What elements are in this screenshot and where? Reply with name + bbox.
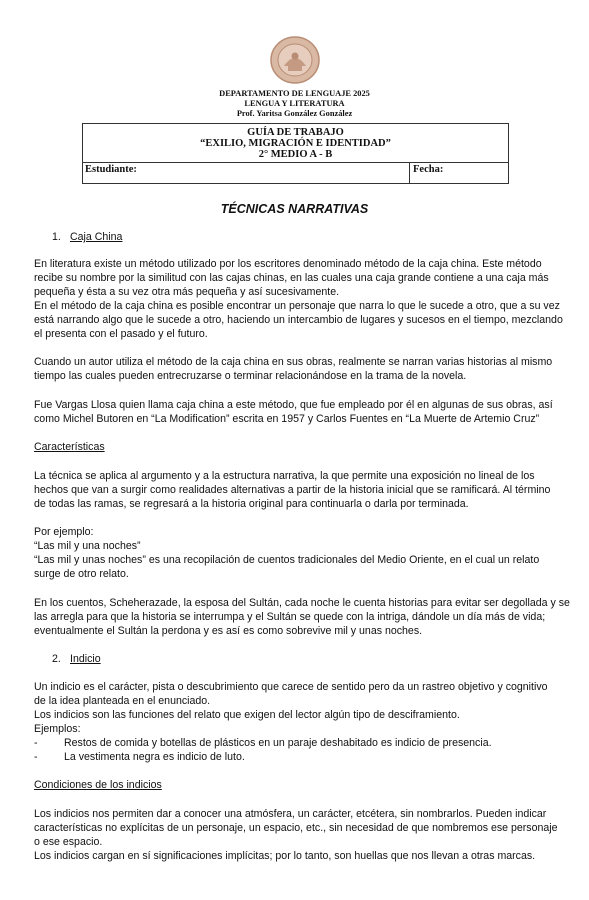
subject-line: LENGUA Y LITERATURA [244, 99, 345, 108]
title-box-column-divider [409, 162, 410, 184]
section1-p5-line: Por ejemplo: [34, 526, 94, 538]
section1-p1-line: está narrando algo que le sucede a otro, haciendo un intercambio de lugares y sucesos en el tiempo, mezclando [34, 314, 563, 326]
conditions-heading: Condiciones de los indicios [34, 779, 162, 791]
section2-p1-line: Ejemplos: [34, 723, 81, 735]
section1-p5-line: “Las mil y una noches” [34, 540, 141, 552]
section2-p1-line: de la idea planteada en el enunciado. [34, 695, 211, 707]
bullet-marker: - [34, 751, 38, 763]
section2-p1-line: Los indicios son las funciones del relato que exigen del lector algún tipo de desciframiento. [34, 709, 460, 721]
section1-p1-line: el presenta con el pasado y el futuro. [34, 328, 208, 340]
school-seal-logo [266, 36, 324, 84]
section1-number: 1. [52, 231, 61, 243]
guide-subtitle: “EXILIO, MIGRACIÓN E IDENTIDAD” [200, 138, 391, 149]
section1-p2-line: tiempo las cuales pueden entrecruzarse o terminar relacionándose en la trama de la novela. [34, 370, 467, 382]
section1-p1-line: pequeña y ésta a su vez otra más pequeña y así sucesivamente. [34, 286, 340, 298]
characteristics-heading: Características [34, 441, 105, 453]
section1-p4-line: de todas las ramas, se regresará a la historia original para continuarla o darla por terminada. [34, 498, 469, 510]
section1-heading: Caja China [70, 231, 123, 243]
section2-p2-line: Los indicios nos permiten dar a conocer una atmósfera, un carácter, etcétera, sin nombrarlos. Pueden indicar [34, 808, 547, 820]
section1-p4-line: hechos que van a surgir como realidades alternativas a partir de la historia inicial que se ramificará. Al término [34, 484, 551, 496]
title-box [82, 123, 509, 184]
bullet-text: Restos de comida y botellas de plásticos en un paraje deshabitado es indicio de presencia. [64, 737, 492, 749]
department-line: DEPARTAMENTO DE LENGUAJE 2025 [219, 89, 370, 98]
section1-p1-line: En el método de la caja china es posible encontrar un personaje que narra lo que le sucede a otro, que a su vez [34, 300, 560, 312]
section1-p5-line: “Las mil y unas noches” es una recopilación de cuentos tradicionales del Medio Oriente, en el cual un relato [34, 554, 540, 566]
section2-number: 2. [52, 653, 61, 665]
section2-p1-line: Un indicio es el carácter, pista o descubrimiento que carece de sentido pero da un rastreo objetivo y cognitivo [34, 681, 548, 693]
student-label: Estudiante: [85, 164, 137, 175]
date-label: Fecha: [413, 164, 444, 175]
section2-heading: Indicio [70, 653, 101, 665]
title-box-divider [83, 162, 508, 163]
bullet-marker: - [34, 737, 38, 749]
bullet-text: La vestimenta negra es indicio de luto. [64, 751, 245, 763]
section1-p1-line: En literatura existe un método utilizado por los escritores denominado método de la caja china. Este método [34, 258, 542, 270]
grade-line: 2° MEDIO A - B [258, 149, 333, 160]
section1-p4-line: La técnica se aplica al argumento y a la estructura narrativa, la que permite una exposición no lineal de los [34, 470, 535, 482]
section2-p2-line: características no explícitas de un personaje, un espacio, etc., sin necesidad de que nombremos ese personaje [34, 822, 558, 834]
section1-p6-line: las arregla para que la historia se interrumpa y el Sultán se quede con la intriga, dándole un día más de vida; [34, 611, 546, 623]
section2-p2-line: o ese espacio. [34, 836, 103, 848]
section1-p2-line: Cuando un autor utiliza el método de la caja china en sus obras, realmente se narran varias historias al mismo [34, 356, 553, 368]
section1-p6-line: En los cuentos, Scheherazade, la esposa del Sultán, cada noche le cuenta historias para evitar ser degollada y se [34, 597, 570, 609]
section1-p1-line: recibe su nombre por la similitud con las cajas chinas, en las cuales una caja grande contiene a una caja más [34, 272, 549, 284]
teacher-line: Prof. Yaritsa González González [236, 109, 353, 118]
main-title: TÉCNICAS NARRATIVAS [220, 202, 369, 216]
section1-p5-line: surge de otro relato. [34, 568, 129, 580]
section1-p3-line: como Michel Butoren en “La Modification” escrita en 1957 y Carlos Fuentes en “La Muerte de Artemio Cruz” [34, 413, 540, 425]
section1-p3-line: Fue Vargas Llosa quien llama caja china a este método, que fue empleado por él en algunas de sus obras, así [34, 399, 553, 411]
section2-p2-line: Los indicios cargan en sí significaciones implícitas; por lo tanto, son huellas que nos llevan a otras marcas. [34, 850, 536, 862]
guide-title: GUÍA DE TRABAJO [247, 127, 344, 138]
section1-p6-line: eventualmente el Sultán la perdona y es así es como sobrevive mil y unas noches. [34, 625, 423, 637]
